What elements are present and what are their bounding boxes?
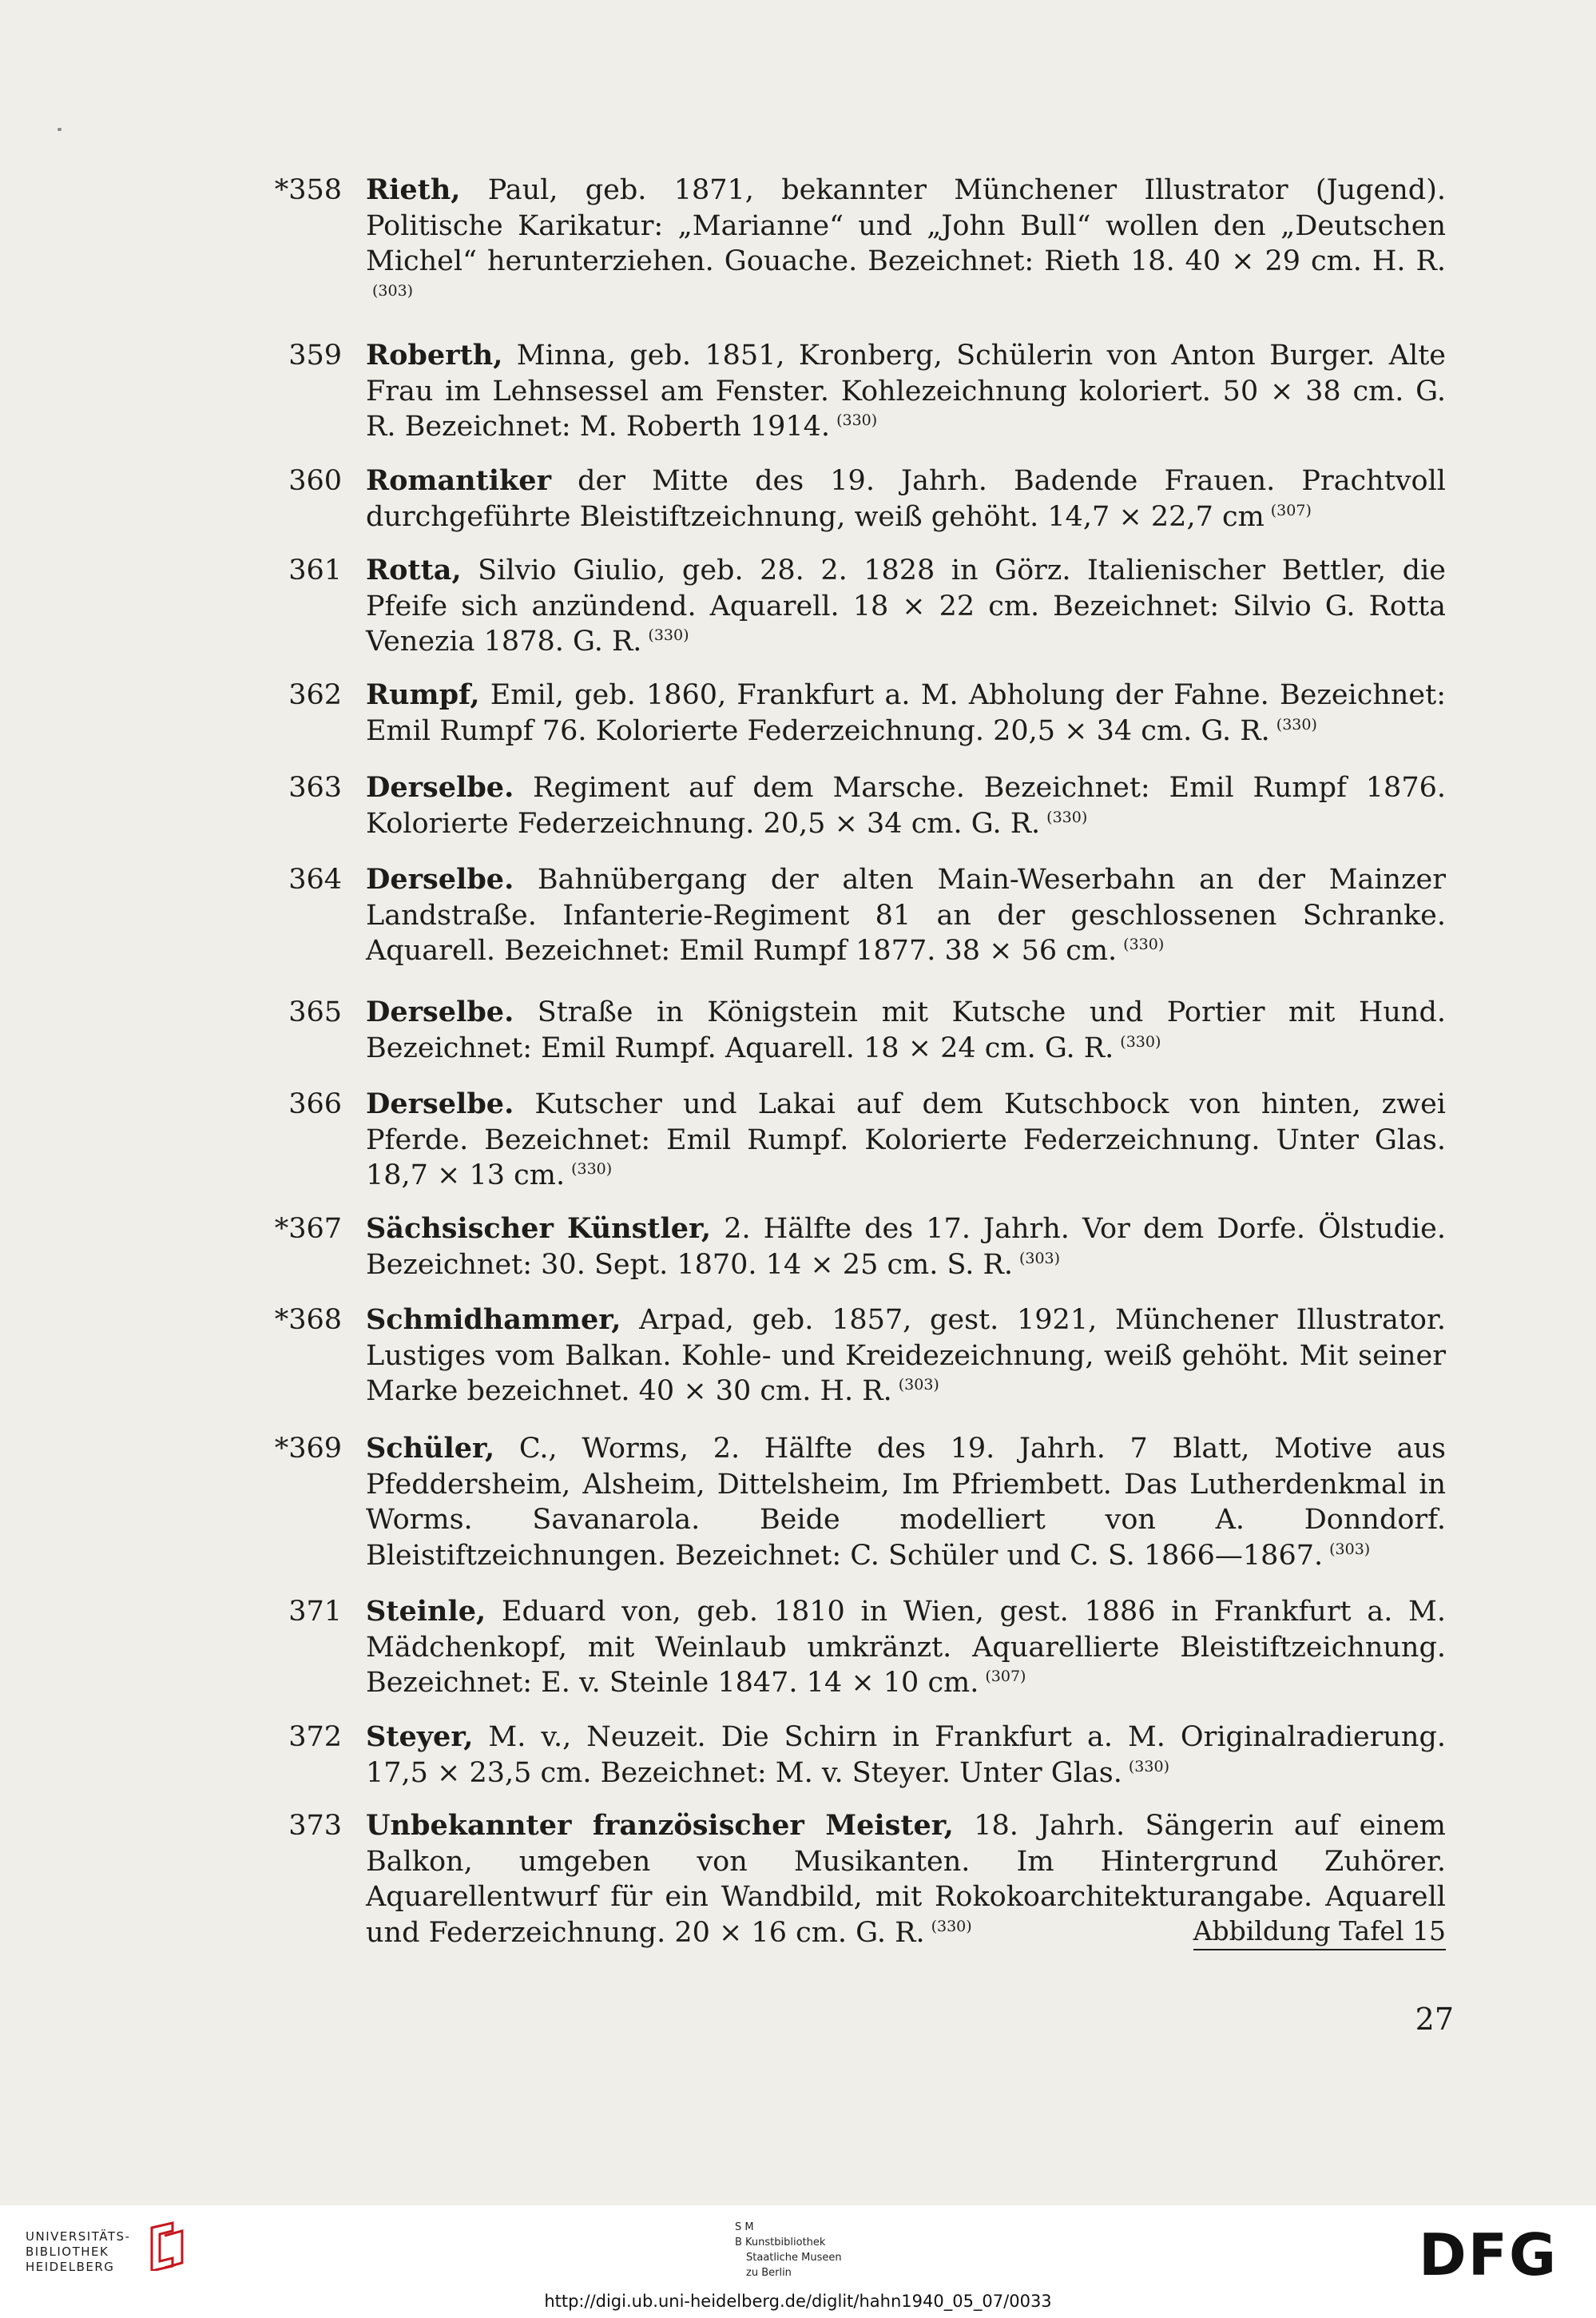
entry-number: *367 [274,1213,342,1245]
entry-ref: (330) [1123,936,1165,954]
entry-description: 18. Jahrh. Sängerin auf einem Balkon, umgeben von Musikanten. Im Hintergrund Zuhörer. Aquarellentwurf für ein Wandbild, mit Rokokoarchitekturangabe. Aquarell und Federzeichnung. 20 × 16 cm. G. R. [366,1810,1446,1949]
entry-description: Minna, geb. 1851, Kronberg, Schülerin von Anton Burger. Alte Frau im Lehnsessel am Fenster. Kohlezeichnung koloriert. 50 × 38 cm. G. R. Bezeichnet: M. Roberth 1914. [366,340,1446,443]
entry-number: 362 [288,679,342,711]
entry-number: *368 [274,1304,342,1336]
entry-text [366,553,1446,660]
entry-number: 371 [288,1596,342,1628]
entry-number: 359 [288,340,342,372]
entry-artist: Roberth, [366,339,503,372]
entry-ref: (307) [1270,501,1312,519]
entry-ref: (303) [898,1376,939,1394]
entry-artist: Sächsischer Künstler, [366,1212,712,1245]
entry-text [366,1594,1446,1701]
entry-number: 361 [288,555,342,586]
entry-text [366,1302,1446,1409]
entry-number: 363 [288,772,342,804]
page-number: 27 [1415,2002,1454,2037]
entry-number: 365 [288,996,342,1028]
uni-line: UNIVERSITÄTS- [26,2229,131,2244]
entry-text [366,1087,1446,1194]
entry-ref: (307) [985,1668,1026,1686]
entry-number: *358 [274,174,342,206]
entry-description: Silvio Giulio, geb. 28. 2. 1828 in Görz. Italienischer Bettler, die Pfeife sich anzündend. Aquarell. 18 × 22 cm. Bezeichnet: Silvio G. Rotta Venezia 1878. G. R. [366,555,1446,658]
entry-artist: Derselbe. [366,771,514,804]
entry-description: der Mitte des 19. Jahrh. Badende Frauen. Prachtvoll durchgeführte Bleistiftzeichnung, weiß gehöht. 14,7 × 22,7 cm [366,465,1446,533]
entry-description: C., Worms, 2. Hälfte des 19. Jahrh. 7 Blatt, Motive aus Pfeddersheim, Alsheim, Dittelsheim, Im Pfriembett. Das Lutherdenkmal in Worms. Savanarola. Beide modelliert von A. Donndorf. Bleistiftzeichnungen. Bezeichnet: C. Schüler und C. S. 1866—1867. [366,1433,1446,1572]
entry-description: Emil, geb. 1860, Frankfurt a. M. Abholung der Fahne. Bezeichnet: Emil Rumpf 76. Kolorierte Federzeichnung. 20,5 × 34 cm. G. R. [366,679,1446,747]
entry-artist: Rumpf, [366,678,480,711]
entry-artist: Rieth, [366,173,461,206]
university-logo-icon [144,2221,189,2271]
entry-description: 2. Hälfte des 17. Jahrh. Vor dem Dorfe. Ölstudie. Bezeichnet: 30. Sept. 1870. 14 × 25 cm. S. R. [366,1213,1446,1281]
sm-line: S M [735,2221,754,2233]
entry-ref: (330) [836,412,878,430]
entry-description: Arpad, geb. 1857, gest. 1921, Münchener Illustrator. Lustiges vom Balkan. Kohle- und Kreidezeichnung, weiß gehöht. Mit seiner Marke bezeichnet. 40 × 30 cm. H. R. [366,1304,1446,1407]
entry-ref: (330) [1120,1032,1161,1051]
entry-artist: Derselbe. [366,996,514,1028]
entry-ref: (330) [931,1917,972,1935]
entry-text [366,678,1446,749]
entry-artist: Romantiker [366,464,552,497]
abbildung-reference: Abbildung Tafel 15 [1193,1915,1446,1950]
entry-ref: (303) [372,281,414,300]
dfg-logo: DFG [1419,2221,1558,2288]
sm-line: zu Berlin [746,2267,792,2279]
entry-artist: Schüler, [366,1432,495,1465]
entry-ref: (303) [1018,1249,1061,1267]
entry-ref: (330) [1276,715,1317,734]
entry-description: M. v., Neuzeit. Die Schirn in Frankfurt a. M. Originalradierung. 17,5 × 23,5 cm. Bezeichnet: M. v. Steyer. Unter Glas. [366,1721,1446,1789]
entry-text [366,1431,1446,1573]
entry-text [366,770,1446,841]
entry-artist: Derselbe. [366,1087,514,1120]
entry-description: Bahnübergang der alten Main-Weserbahn an der Mainzer Landstraße. Infanterie-Regiment 81 an der geschlossenen Schranke. Aquarell. Bezeichnet: Emil Rumpf 1877. 38 × 56 cm. [366,864,1446,967]
entry-artist: Derselbe. [366,863,514,896]
entry-artist: Schmidhammer, [366,1303,621,1336]
entry-number: *369 [274,1433,342,1465]
entry-number: 364 [288,864,342,896]
museum-label [735,2220,895,2280]
entry-artist: Rotta, [366,554,462,586]
entry-description: Kutscher und Lakai auf dem Kutschbock von hinten, zwei Pferde. Bezeichnet: Emil Rumpf. Kolorierte Federzeichnung. Unter Glas. 18,7 × 13 cm. [366,1088,1446,1191]
entry-description: Regiment auf dem Marsche. Bezeichnet: Emil Rumpf 1876. Kolorierte Federzeichnung. 20,5 × 34 cm. G. R. [366,772,1446,840]
uni-line: HEIDELBERG [26,2260,115,2274]
entry-ref: (330) [1046,808,1088,826]
entry-description: Straße in Königstein mit Kutsche und Portier mit Hund. Bezeichnet: Emil Rumpf. Aquarell. 18 × 24 cm. G. R. [366,996,1446,1064]
entry-ref: (330) [1128,1757,1169,1775]
uni-line: BIBLIOTHEK [26,2244,109,2259]
entry-text [366,173,1446,315]
entry-number: 366 [288,1088,342,1120]
entry-artist: Steyer, [366,1720,474,1753]
entry-text [366,1720,1446,1791]
entry-ref: (330) [571,1160,613,1179]
entry-text [366,862,1446,969]
entry-number: 360 [288,465,342,497]
entry-number: 373 [288,1810,342,1842]
sm-line: Staatliche Museen [746,2252,842,2264]
entry-text [366,338,1446,445]
entry-text [366,1808,1446,1950]
university-library-label [26,2229,130,2275]
entry-text [366,1211,1446,1282]
entry-text [366,463,1446,535]
entry-ref: (330) [648,626,689,645]
entry-artist: Unbekannter französischer Meister, [366,1809,954,1842]
entry-artist: Steinle, [366,1595,486,1628]
sm-line: B Kunstbibliothek [735,2236,826,2248]
entry-number: 372 [288,1721,342,1753]
entry-text [366,995,1446,1066]
scan-speck [58,128,62,131]
entry-ref: (303) [1329,1540,1371,1558]
entry-description: Eduard von, geb. 1810 in Wien, gest. 1886 in Frankfurt a. M. Mädchenkopf, mit Weinlaub umkränzt. Aquarellierte Bleistiftzeichnung. Bezeichnet: E. v. Steinle 1847. 14 × 10 cm. [366,1596,1446,1699]
source-url[interactable]: http://digi.ub.uni-heidelberg.de/diglit/hahn1940_05_07/0033 [544,2292,1052,2311]
entry-description: Paul, geb. 1871, bekannter Münchener Illustrator (Jugend). Politische Karikatur: „Marianne“ und „John Bull“ wollen den „Deutschen Michel“ herunterziehen. Gouache. Bezeichnet: Rieth 18. 40 × 29 cm. H. R. [366,174,1446,277]
